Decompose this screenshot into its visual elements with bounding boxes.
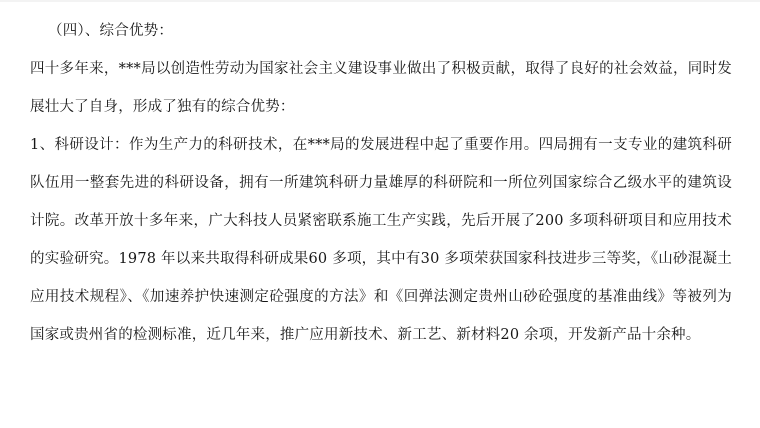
page-top-divider xyxy=(0,0,760,2)
section-heading: （四）、综合优势： xyxy=(48,23,174,39)
paragraph-2: 1、科研设计：作为生产力的科研技术，在***局的发展进程中起了重要作用。四局拥有一支专业的建筑科研队伍用一整套先进的科研设备，拥有一所建筑科研力量雄厚的科研院和一所位列国家综合乙级水平的建筑设计院。改革开放十多年来，广大科技人员紧密联系施工生产实践，先后开展了200 多项科研项目和应用技术的实验研究。1978 年以来共取得科研成果60 多项，其中有30 多项荣获国家科技进步三等奖，《山砂混凝土应用技术规程》、《加速养护快速测定砼强度的方法》和《回弹法测定贵州山砂砼强度的基准曲线》等被列为国家或贵州省的检测标准，近几年来，推广应用新技术、新工艺、新材料20 余项，开发新产品十余种。 xyxy=(30,137,732,343)
document-body xyxy=(30,8,732,354)
paragraph-1: 四十多年来，***局以创造性劳动为国家社会主义建设事业做出了积极贡献，取得了良好的社会效益，同时发展壮大了自身，形成了独有的综合优势： xyxy=(30,61,732,115)
